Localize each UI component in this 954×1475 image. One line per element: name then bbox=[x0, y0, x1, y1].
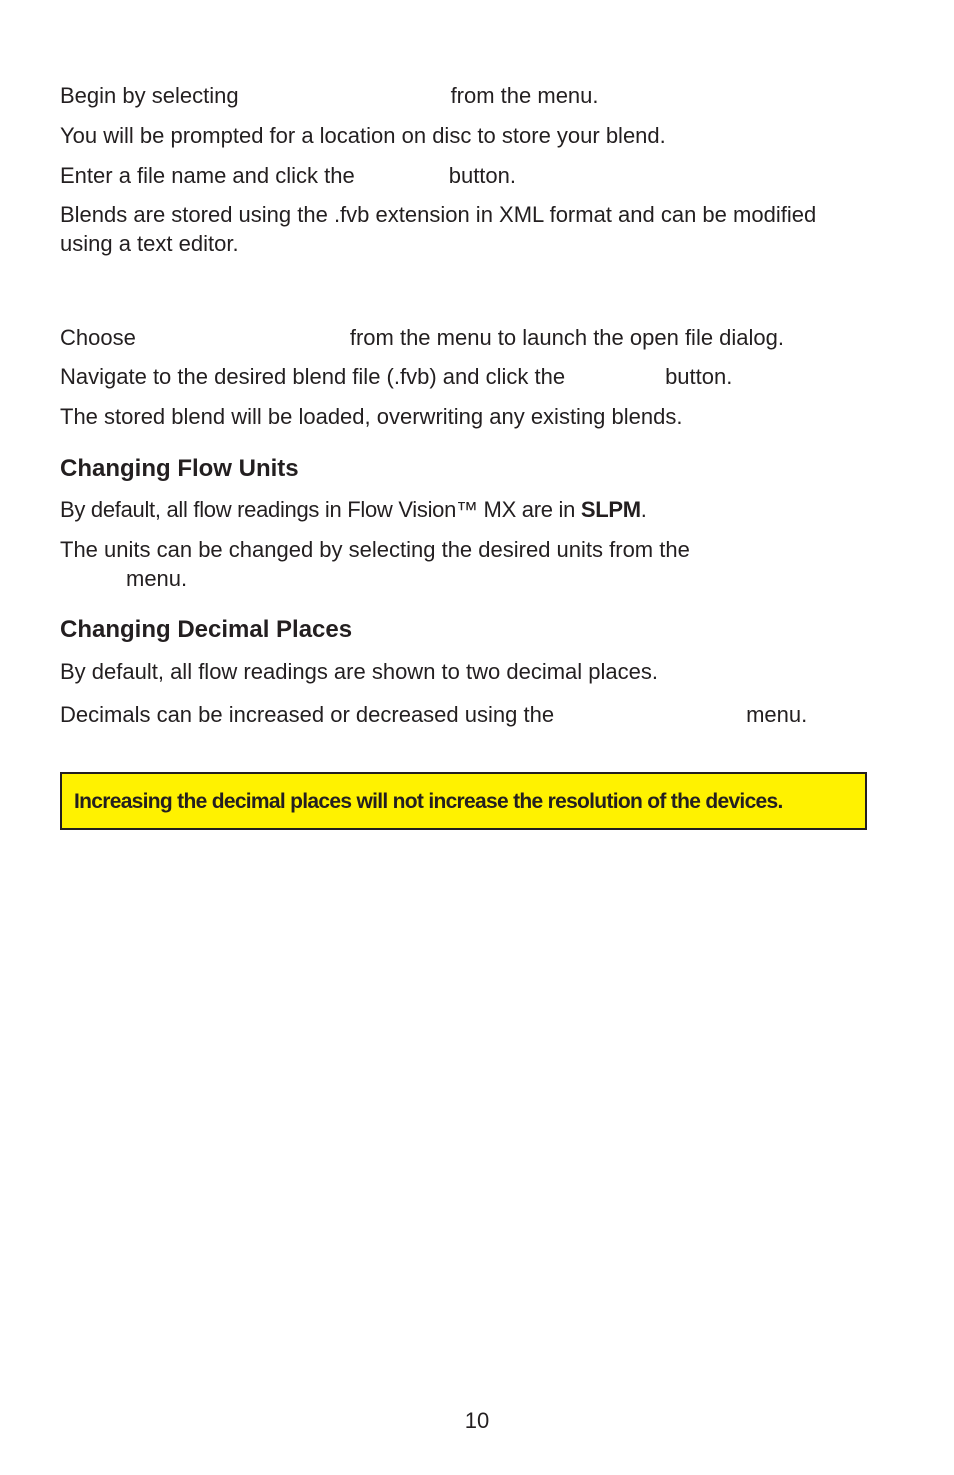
save-step-select bbox=[60, 81, 599, 110]
save-step-filename-after: button. bbox=[448, 163, 516, 188]
resolution-note-text: Increasing the decimal places will not increase the resolution of the devices. bbox=[74, 790, 783, 813]
decimal-places-change bbox=[60, 700, 807, 729]
save-step-select-after: from the menu. bbox=[450, 83, 599, 108]
open-step-choose-after: from the menu to launch the open file dialog. bbox=[349, 325, 785, 350]
save-format-note-line2: using a text editor. bbox=[60, 231, 239, 256]
save-step-prompt: You will be prompted for a location on disc to store your blend. bbox=[60, 123, 666, 148]
flow-units-change-line2: menu. bbox=[126, 566, 188, 591]
open-step-navigate bbox=[60, 362, 732, 391]
flow-units-default bbox=[60, 495, 647, 524]
flow-units-default-after: . bbox=[640, 497, 647, 522]
flow-units-default-before: By default, all flow readings in Flow Vision™ MX are in bbox=[60, 497, 581, 522]
save-step-select-before: Begin by selecting bbox=[60, 83, 239, 108]
flow-units-change-line1: The units can be changed by selecting the desired units from the bbox=[60, 537, 690, 562]
open-step-loaded: The stored blend will be loaded, overwriting any existing blends. bbox=[60, 404, 683, 429]
decimal-places-change-after: menu. bbox=[746, 702, 808, 727]
open-step-choose-before: Choose bbox=[60, 325, 136, 350]
save-format-note-line1: Blends are stored using the .fvb extension in XML format and can be modified bbox=[60, 202, 817, 227]
decimal-places-change-before: Decimals can be increased or decreased using the bbox=[60, 702, 555, 727]
decimal-places-default: By default, all flow readings are shown to two decimal places. bbox=[60, 659, 658, 684]
page-number: 10 bbox=[464, 1408, 490, 1433]
open-step-navigate-after: button. bbox=[665, 364, 733, 389]
resolution-note-box bbox=[60, 772, 867, 830]
save-step-filename-before: Enter a file name and click the bbox=[60, 163, 355, 188]
save-step-filename bbox=[60, 161, 516, 190]
flow-units-slpm: SLPM bbox=[580, 497, 641, 522]
decimal-places-heading: Changing Decimal Places bbox=[60, 616, 353, 643]
flow-units-heading: Changing Flow Units bbox=[60, 455, 299, 482]
open-step-choose bbox=[60, 323, 784, 352]
open-step-navigate-before: Navigate to the desired blend file (.fvb) and click the bbox=[60, 364, 566, 389]
